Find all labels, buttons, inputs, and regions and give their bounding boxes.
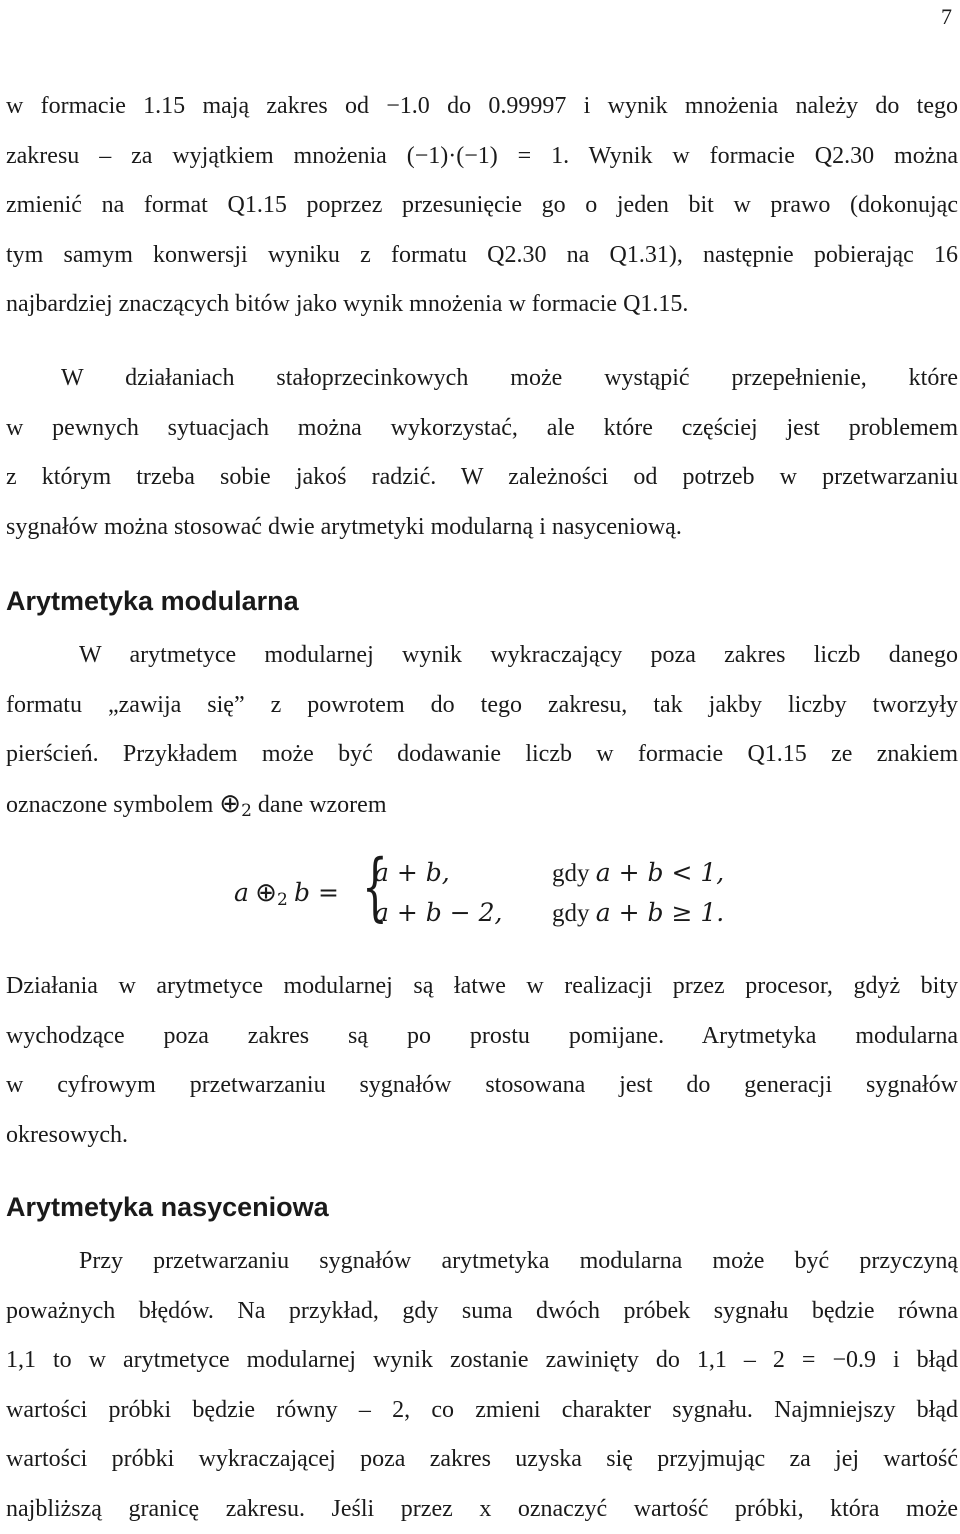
paragraph-modular — [6, 631, 958, 829]
formula-lhs — [234, 878, 339, 910]
paragraph-line: wartości próbki wykraczającej poza zakres uzyska się przyjmując za jej wartość — [6, 1435, 958, 1485]
paragraph-line: pierścień. Przykładem może być dodawanie liczb w formacie Q1.15 ze znakiem — [6, 730, 958, 780]
paragraph-line: wartości próbki będzie równy – 2, co zmieni charakter sygnału. Najmniejszy błąd — [6, 1386, 958, 1436]
paragraph-saturation — [6, 1237, 958, 1534]
paragraph-1 — [6, 82, 958, 330]
paragraph-line: W arytmetyce modularnej wynik wykraczający poza zakres liczb danego — [6, 631, 958, 681]
paragraph-line: najbliższą granicę zakresu. Jeśli przez x oznaczyć wartość próbki, która może — [6, 1485, 958, 1534]
paragraph-line: poważnych błędów. Na przykład, gdy suma dwóch próbek sygnału będzie równa — [6, 1287, 958, 1337]
paragraph-line: w formacie 1.15 mają zakres od −1.0 do 0.99997 i wynik mnożenia należy do tego — [6, 82, 958, 132]
paragraph-line: Przy przetwarzaniu sygnałów arytmetyka modularna może być przyczyną — [6, 1237, 958, 1287]
section-heading-saturation: Arytmetyka nasyceniowa — [6, 1192, 329, 1223]
paragraph-2 — [6, 354, 958, 552]
page-number: 7 — [941, 4, 952, 30]
paragraph-line: sygnałów można stosować dwie arytmetyki modularną i nasyceniową. — [6, 503, 958, 553]
paragraph-3 — [6, 962, 958, 1160]
paragraph-line: tym samym konwersji wyniku z formatu Q2.30 na Q1.31), następnie pobierając 16 — [6, 231, 958, 281]
formula-condition: a + b ≥ 1. — [596, 898, 724, 927]
oplus-symbol: ⊕ — [219, 789, 241, 819]
paragraph-line: Działania w arytmetyce modularnej są łatwe w realizacji przez procesor, gdyż bity — [6, 962, 958, 1012]
paragraph-line: w cyfrowym przetwarzaniu sygnałów stosowana jest do generacji sygnałów — [6, 1061, 958, 1111]
paragraph-line: zmienić na format Q1.15 poprzez przesunięcie go o jeden bit w prawo (dokonując — [6, 181, 958, 231]
paragraph-line: formatu „zawija się” z powrotem do tego zakresu, tak jakby liczby tworzyły — [6, 681, 958, 731]
paragraph-line: 1,1 to w arytmetyce modularnej wynik zostanie zawinięty do 1,1 – 2 = −0.9 i błąd — [6, 1336, 958, 1386]
formula-case-1-expr: a + b, — [374, 858, 450, 887]
piecewise-formula — [234, 856, 794, 936]
paragraph-text: dane wzorem — [258, 792, 387, 818]
section-heading-modular: Arytmetyka modularna — [6, 586, 299, 617]
formula-condition: a + b < 1, — [596, 858, 724, 887]
paragraph-line: W działaniach stałoprzecinkowych może wystąpić przepełnienie, które — [6, 354, 958, 404]
formula-var-a: a — [234, 878, 249, 907]
symbol-subscript: 2 — [241, 801, 252, 821]
formula-case-2-expr: a + b − 2, — [374, 898, 502, 927]
formula-var-b: b = — [294, 878, 339, 907]
paragraph-line — [6, 780, 958, 830]
formula-case-2-cond — [552, 898, 724, 928]
paragraph-line: najbardziej znaczących bitów jako wynik mnożenia w formacie Q1.15. — [6, 280, 958, 330]
formula-subscript: 2 — [277, 890, 288, 910]
paragraph-line: okresowych. — [6, 1111, 958, 1161]
oplus-symbol: ⊕ — [255, 878, 277, 908]
paragraph-line: w pewnych sytuacjach można wykorzystać, ale które częściej jest problemem — [6, 404, 958, 454]
formula-case-1-cond — [552, 858, 724, 888]
paragraph-line: zakresu – za wyjątkiem mnożenia (−1)·(−1) = 1. Wynik w formacie Q2.30 można — [6, 132, 958, 182]
formula-brace: { — [362, 850, 388, 924]
paragraph-line: z którym trzeba sobie jakoś radzić. W zależności od potrzeb w przetwarzaniu — [6, 453, 958, 503]
formula-gdy: gdy — [552, 860, 590, 887]
paragraph-line: wychodzące poza zakres są po prostu pomijane. Arytmetyka modularna — [6, 1012, 958, 1062]
paragraph-text: oznaczone symbolem — [6, 792, 213, 818]
formula-gdy: gdy — [552, 900, 590, 927]
